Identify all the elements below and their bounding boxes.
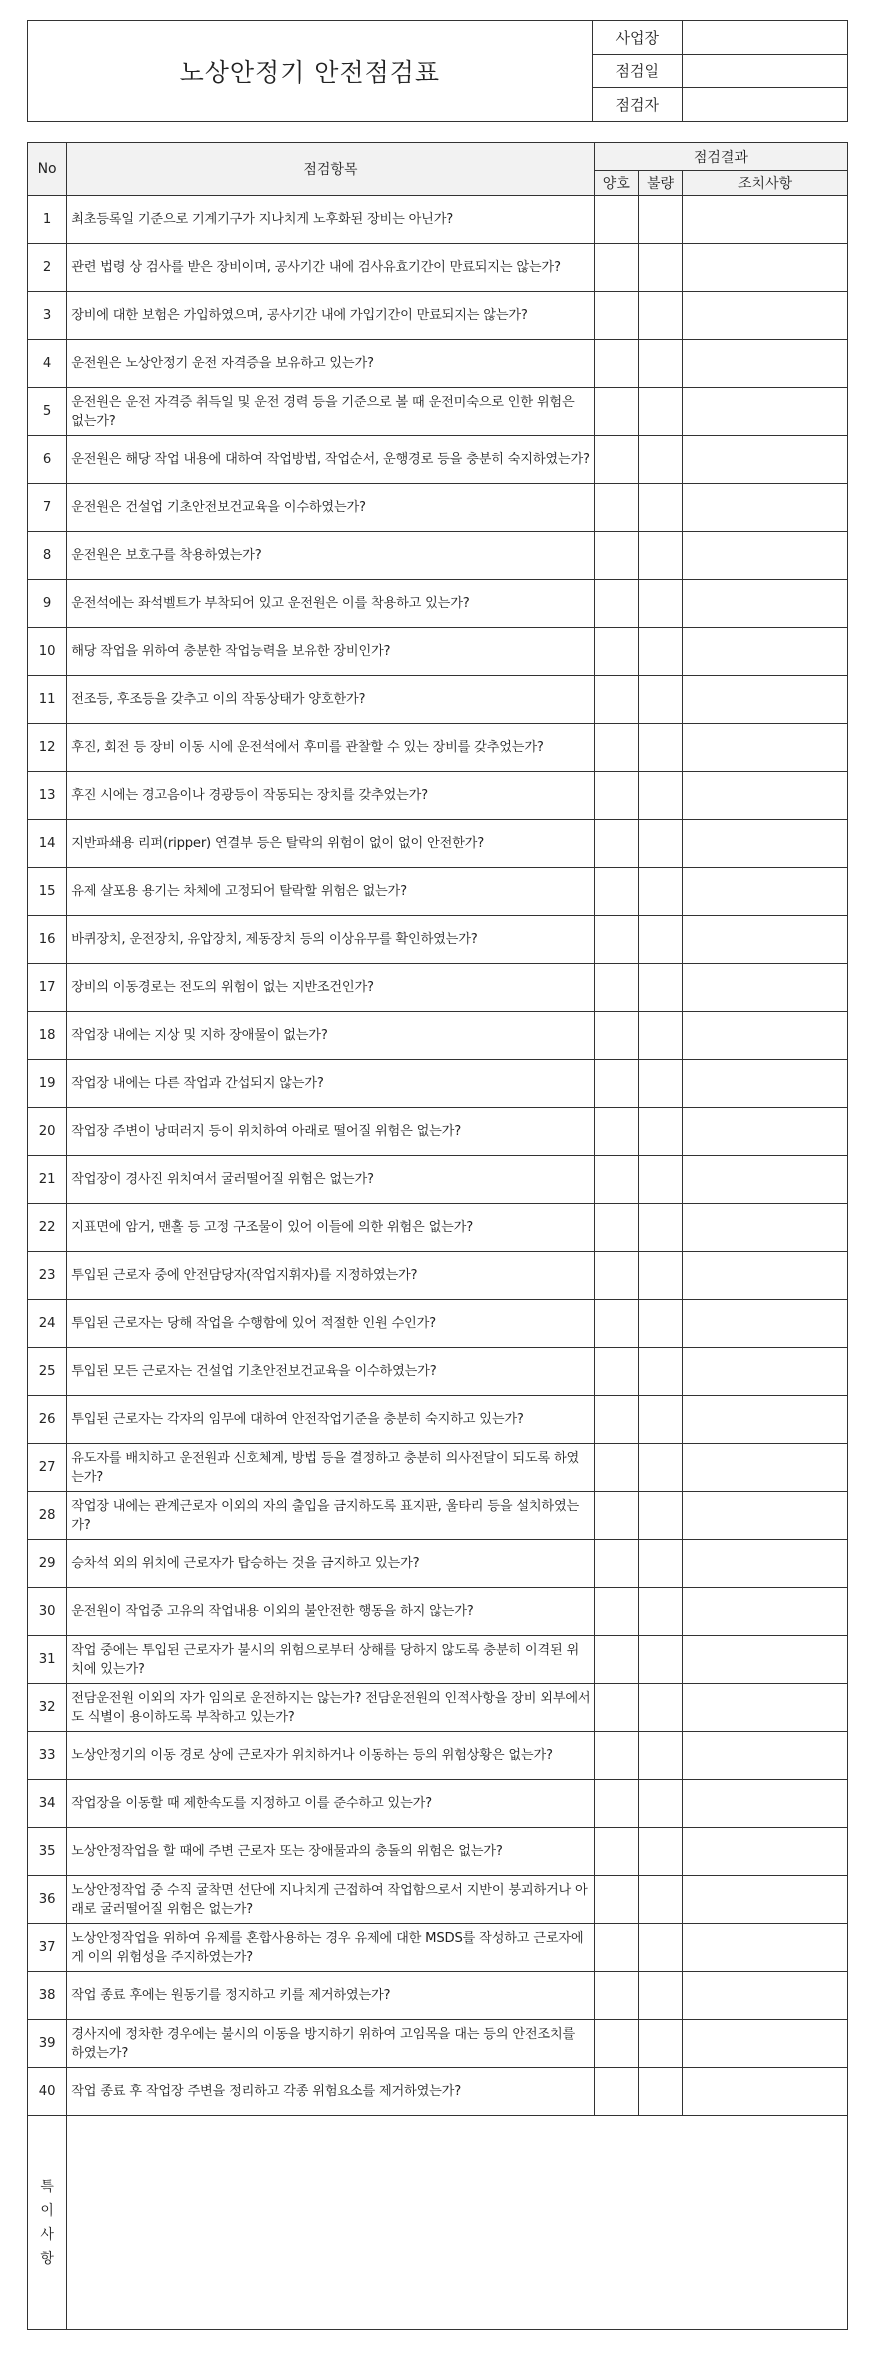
result-bad-cell[interactable] <box>638 532 682 580</box>
table-row <box>28 1588 848 1636</box>
result-good-cell[interactable] <box>594 340 638 388</box>
action-cell[interactable] <box>683 292 848 340</box>
table-row <box>28 1156 848 1204</box>
result-good-cell[interactable] <box>594 1204 638 1252</box>
result-good-cell[interactable] <box>594 1876 638 1924</box>
result-good-cell[interactable] <box>594 1060 638 1108</box>
checklist-table <box>27 142 848 2330</box>
item-number: 37 <box>28 1924 67 1972</box>
table-row <box>28 1540 848 1588</box>
item-number: 27 <box>28 1444 67 1492</box>
table-row <box>28 1684 848 1732</box>
item-number: 9 <box>28 580 67 628</box>
result-good-cell[interactable] <box>594 868 638 916</box>
action-cell[interactable] <box>683 1444 848 1492</box>
table-row <box>28 1060 848 1108</box>
action-cell[interactable] <box>683 1972 848 2020</box>
item-number: 32 <box>28 1684 67 1732</box>
result-good-cell[interactable] <box>594 1588 638 1636</box>
result-bad-cell[interactable] <box>638 1444 682 1492</box>
item-text: 작업 종료 후에는 원동기를 정지하고 키를 제거하였는가? <box>67 1972 595 2020</box>
result-good-cell[interactable] <box>594 1252 638 1300</box>
table-row <box>28 1828 848 1876</box>
action-cell[interactable] <box>683 1924 848 1972</box>
result-good-cell[interactable] <box>594 676 638 724</box>
action-cell[interactable] <box>683 1012 848 1060</box>
result-good-cell[interactable] <box>594 244 638 292</box>
item-number: 35 <box>28 1828 67 1876</box>
item-text: 투입된 근로자는 당해 작업을 수행함에 있어 적절한 인원 수인가? <box>67 1300 595 1348</box>
item-number: 40 <box>28 2068 67 2116</box>
page-title: 노상안정기 안전점검표 <box>28 21 593 122</box>
notes-label-char: 사 <box>40 2226 54 2243</box>
result-good-cell[interactable] <box>594 1300 638 1348</box>
column-header-result: 점검결과 <box>594 143 847 171</box>
item-number: 19 <box>28 1060 67 1108</box>
result-bad-cell[interactable] <box>638 2068 682 2116</box>
action-cell[interactable] <box>683 772 848 820</box>
result-good-cell[interactable] <box>594 916 638 964</box>
action-cell[interactable] <box>683 916 848 964</box>
action-cell[interactable] <box>683 2020 848 2068</box>
table-row <box>28 1396 848 1444</box>
result-bad-cell[interactable] <box>638 1252 682 1300</box>
table-row <box>28 484 848 532</box>
item-number: 13 <box>28 772 67 820</box>
action-cell[interactable] <box>683 820 848 868</box>
item-number: 22 <box>28 1204 67 1252</box>
result-good-cell[interactable] <box>594 1780 638 1828</box>
result-good-cell[interactable] <box>594 436 638 484</box>
result-bad-cell[interactable] <box>638 1540 682 1588</box>
item-number: 26 <box>28 1396 67 1444</box>
result-bad-cell[interactable] <box>638 1348 682 1396</box>
table-row <box>28 1252 848 1300</box>
action-cell[interactable] <box>683 1252 848 1300</box>
action-cell[interactable] <box>683 1828 848 1876</box>
result-bad-cell[interactable] <box>638 772 682 820</box>
item-number: 5 <box>28 388 67 436</box>
result-good-cell[interactable] <box>594 2020 638 2068</box>
result-good-cell[interactable] <box>594 1108 638 1156</box>
result-bad-cell[interactable] <box>638 484 682 532</box>
table-row <box>28 196 848 244</box>
table-row <box>28 340 848 388</box>
result-good-cell[interactable] <box>594 724 638 772</box>
result-good-cell[interactable] <box>594 1540 638 1588</box>
result-bad-cell[interactable] <box>638 1156 682 1204</box>
result-good-cell[interactable] <box>594 628 638 676</box>
action-cell[interactable] <box>683 436 848 484</box>
table-row <box>28 724 848 772</box>
action-cell[interactable] <box>683 388 848 436</box>
result-good-cell[interactable] <box>594 1348 638 1396</box>
workplace-label: 사업장 <box>592 21 682 55</box>
item-number: 38 <box>28 1972 67 2020</box>
item-text: 경사지에 정차한 경우에는 불시의 이동을 방지하기 위하여 고임목을 대는 등의 안전조치를 하였는가? <box>67 2020 595 2068</box>
action-cell[interactable] <box>683 2068 848 2116</box>
action-cell[interactable] <box>683 1300 848 1348</box>
result-bad-cell[interactable] <box>638 1924 682 1972</box>
table-row <box>28 1636 848 1684</box>
item-text: 노상안정작업을 할 때에 주변 근로자 또는 장애물과의 충돌의 위험은 없는가? <box>67 1828 595 1876</box>
table-row <box>28 1780 848 1828</box>
checklist-body <box>28 196 848 2116</box>
item-text: 작업장이 경사진 위치여서 굴러떨어질 위험은 없는가? <box>67 1156 595 1204</box>
result-good-cell[interactable] <box>594 1396 638 1444</box>
result-bad-cell[interactable] <box>638 1108 682 1156</box>
action-cell[interactable] <box>683 1732 848 1780</box>
table-row <box>28 1732 848 1780</box>
result-good-cell[interactable] <box>594 1924 638 1972</box>
action-cell[interactable] <box>683 868 848 916</box>
result-bad-cell[interactable] <box>638 2020 682 2068</box>
item-text: 작업장을 이동할 때 제한속도를 지정하고 이를 준수하고 있는가? <box>67 1780 595 1828</box>
result-good-cell[interactable] <box>594 1156 638 1204</box>
column-header-good: 양호 <box>594 171 638 196</box>
result-bad-cell[interactable] <box>638 868 682 916</box>
result-bad-cell[interactable] <box>638 1876 682 1924</box>
action-cell[interactable] <box>683 1780 848 1828</box>
item-text: 투입된 근로자는 각자의 임무에 대하여 안전작업기준을 충분히 숙지하고 있는가? <box>67 1396 595 1444</box>
result-bad-cell[interactable] <box>638 1300 682 1348</box>
action-cell[interactable] <box>683 1156 848 1204</box>
table-row <box>28 916 848 964</box>
table-row <box>28 1924 848 1972</box>
result-good-cell[interactable] <box>594 1828 638 1876</box>
result-good-cell[interactable] <box>594 1492 638 1540</box>
table-row <box>28 1108 848 1156</box>
result-bad-cell[interactable] <box>638 1588 682 1636</box>
result-good-cell[interactable] <box>594 292 638 340</box>
table-row <box>28 580 848 628</box>
item-text: 운전원은 보호구를 착용하였는가? <box>67 532 595 580</box>
item-text: 운전원은 건설업 기초안전보건교육을 이수하였는가? <box>67 484 595 532</box>
item-text: 최초등록일 기준으로 기계기구가 지나치게 노후화된 장비는 아닌가? <box>67 196 595 244</box>
result-good-cell[interactable] <box>594 196 638 244</box>
table-row <box>28 388 848 436</box>
result-good-cell[interactable] <box>594 1444 638 1492</box>
notes-label-char: 이 <box>40 2202 54 2219</box>
result-good-cell[interactable] <box>594 388 638 436</box>
item-number: 21 <box>28 1156 67 1204</box>
table-row <box>28 772 848 820</box>
item-text: 운전석에는 좌석벨트가 부착되어 있고 운전원은 이를 착용하고 있는가? <box>67 580 595 628</box>
notes-label-char: 항 <box>40 2250 54 2267</box>
item-text: 해당 작업을 위하여 충분한 작업능력을 보유한 장비인가? <box>67 628 595 676</box>
item-text: 관련 법령 상 검사를 받은 장비이며, 공사기간 내에 검사유효기간이 만료되지는 않는가? <box>67 244 595 292</box>
action-cell[interactable] <box>683 1396 848 1444</box>
item-number: 39 <box>28 2020 67 2068</box>
action-cell[interactable] <box>683 1684 848 1732</box>
result-bad-cell[interactable] <box>638 1828 682 1876</box>
action-cell[interactable] <box>683 1060 848 1108</box>
item-number: 20 <box>28 1108 67 1156</box>
table-row <box>28 1012 848 1060</box>
result-good-cell[interactable] <box>594 1684 638 1732</box>
item-text: 지반파쇄용 리퍼(ripper) 연결부 등은 탈락의 위험이 없이 없이 안전한가? <box>67 820 595 868</box>
table-row <box>28 1444 848 1492</box>
column-header-action: 조치사항 <box>683 171 848 196</box>
item-number: 3 <box>28 292 67 340</box>
action-cell[interactable] <box>683 1348 848 1396</box>
item-number: 14 <box>28 820 67 868</box>
table-row <box>28 868 848 916</box>
item-text: 전담운전원 이외의 자가 임의로 운전하지는 않는가? 전담운전원의 인적사항을 장비 외부에서도 식별이 용이하도록 부착하고 있는가? <box>67 1684 595 1732</box>
result-bad-cell[interactable] <box>638 1060 682 1108</box>
item-text: 승차석 외의 위치에 근로자가 탑승하는 것을 금지하고 있는가? <box>67 1540 595 1588</box>
result-good-cell[interactable] <box>594 1012 638 1060</box>
item-text: 작업장 내에는 관계근로자 이외의 자의 출입을 금지하도록 표지판, 울타리 등을 설치하였는가? <box>67 1492 595 1540</box>
result-bad-cell[interactable] <box>638 244 682 292</box>
result-bad-cell[interactable] <box>638 1780 682 1828</box>
result-bad-cell[interactable] <box>638 1396 682 1444</box>
result-bad-cell[interactable] <box>638 1492 682 1540</box>
result-good-cell[interactable] <box>594 484 638 532</box>
item-text: 작업장 내에는 다른 작업과 간섭되지 않는가? <box>67 1060 595 1108</box>
item-text: 투입된 모든 근로자는 건설업 기초안전보건교육을 이수하였는가? <box>67 1348 595 1396</box>
result-good-cell[interactable] <box>594 1732 638 1780</box>
result-bad-cell[interactable] <box>638 964 682 1012</box>
item-text: 운전원은 노상안정기 운전 자격증을 보유하고 있는가? <box>67 340 595 388</box>
item-number: 24 <box>28 1300 67 1348</box>
result-bad-cell[interactable] <box>638 724 682 772</box>
item-number: 18 <box>28 1012 67 1060</box>
table-row <box>28 628 848 676</box>
item-number: 25 <box>28 1348 67 1396</box>
item-number: 31 <box>28 1636 67 1684</box>
action-cell[interactable] <box>683 196 848 244</box>
notes-row <box>28 2116 848 2330</box>
table-row <box>28 820 848 868</box>
result-good-cell[interactable] <box>594 964 638 1012</box>
column-header-item: 점검항목 <box>67 143 595 196</box>
table-row <box>28 244 848 292</box>
table-row <box>28 676 848 724</box>
notes-field[interactable] <box>67 2116 848 2330</box>
item-number: 23 <box>28 1252 67 1300</box>
table-row <box>28 1348 848 1396</box>
result-bad-cell[interactable] <box>638 388 682 436</box>
action-cell[interactable] <box>683 340 848 388</box>
result-bad-cell[interactable] <box>638 628 682 676</box>
table-row <box>28 1492 848 1540</box>
item-text: 전조등, 후조등을 갖추고 이의 작동상태가 양호한가? <box>67 676 595 724</box>
result-bad-cell[interactable] <box>638 676 682 724</box>
result-good-cell[interactable] <box>594 1636 638 1684</box>
action-cell[interactable] <box>683 628 848 676</box>
item-text: 장비에 대한 보험은 가입하였으며, 공사기간 내에 가입기간이 만료되지는 않는가? <box>67 292 595 340</box>
table-row <box>28 1876 848 1924</box>
item-text: 바퀴장치, 운전장치, 유압장치, 제동장치 등의 이상유무를 확인하였는가? <box>67 916 595 964</box>
workplace-field[interactable] <box>682 21 847 55</box>
action-cell[interactable] <box>683 1540 848 1588</box>
action-cell[interactable] <box>683 244 848 292</box>
item-number: 36 <box>28 1876 67 1924</box>
result-bad-cell[interactable] <box>638 1732 682 1780</box>
table-row <box>28 532 848 580</box>
action-cell[interactable] <box>683 1636 848 1684</box>
item-text: 노상안정기의 이동 경로 상에 근로자가 위치하거나 이동하는 등의 위험상황은 없는가? <box>67 1732 595 1780</box>
table-row <box>28 436 848 484</box>
result-bad-cell[interactable] <box>638 820 682 868</box>
item-text: 유제 살포용 용기는 차체에 고정되어 탈락할 위험은 없는가? <box>67 868 595 916</box>
item-number: 7 <box>28 484 67 532</box>
item-number: 2 <box>28 244 67 292</box>
item-number: 8 <box>28 532 67 580</box>
inspection-date-label: 점검일 <box>592 54 682 88</box>
result-bad-cell[interactable] <box>638 1972 682 2020</box>
item-number: 1 <box>28 196 67 244</box>
result-good-cell[interactable] <box>594 772 638 820</box>
result-bad-cell[interactable] <box>638 1204 682 1252</box>
result-good-cell[interactable] <box>594 820 638 868</box>
item-number: 4 <box>28 340 67 388</box>
result-bad-cell[interactable] <box>638 436 682 484</box>
result-good-cell[interactable] <box>594 1972 638 2020</box>
item-text: 작업 종료 후 작업장 주변을 정리하고 각종 위험요소를 제거하였는가? <box>67 2068 595 2116</box>
item-number: 6 <box>28 436 67 484</box>
result-bad-cell[interactable] <box>638 292 682 340</box>
item-text: 운전원이 작업중 고유의 작업내용 이외의 불안전한 행동을 하지 않는가? <box>67 1588 595 1636</box>
result-bad-cell[interactable] <box>638 340 682 388</box>
item-number: 33 <box>28 1732 67 1780</box>
action-cell[interactable] <box>683 676 848 724</box>
table-row <box>28 964 848 1012</box>
column-header-bad: 불량 <box>638 171 682 196</box>
item-text: 운전원은 해당 작업 내용에 대하여 작업방법, 작업순서, 운행경로 등을 충분히 숙지하였는가? <box>67 436 595 484</box>
table-row <box>28 1972 848 2020</box>
item-text: 지표면에 암거, 맨홀 등 고정 구조물이 있어 이들에 의한 위험은 없는가? <box>67 1204 595 1252</box>
result-bad-cell[interactable] <box>638 580 682 628</box>
item-number: 34 <box>28 1780 67 1828</box>
table-row <box>28 1300 848 1348</box>
header-block <box>27 20 848 122</box>
table-row <box>28 292 848 340</box>
item-number: 28 <box>28 1492 67 1540</box>
result-good-cell[interactable] <box>594 2068 638 2116</box>
result-bad-cell[interactable] <box>638 1636 682 1684</box>
item-number: 29 <box>28 1540 67 1588</box>
action-cell[interactable] <box>683 484 848 532</box>
action-cell[interactable] <box>683 724 848 772</box>
action-cell[interactable] <box>683 580 848 628</box>
item-text: 노상안정작업을 위하여 유제를 혼합사용하는 경우 유제에 대한 MSDS를 작성하고 근로자에게 이의 위험성을 주지하였는가? <box>67 1924 595 1972</box>
item-number: 16 <box>28 916 67 964</box>
action-cell[interactable] <box>683 1492 848 1540</box>
result-bad-cell[interactable] <box>638 1012 682 1060</box>
result-good-cell[interactable] <box>594 532 638 580</box>
item-text: 유도자를 배치하고 운전원과 신호체계, 방법 등을 결정하고 충분히 의사전달이 되도록 하였는가? <box>67 1444 595 1492</box>
inspector-label: 점검자 <box>592 88 682 122</box>
result-bad-cell[interactable] <box>638 916 682 964</box>
action-cell[interactable] <box>683 1876 848 1924</box>
inspector-field[interactable] <box>682 88 847 122</box>
table-row <box>28 2068 848 2116</box>
notes-label-char: 특 <box>40 2178 54 2195</box>
item-number: 11 <box>28 676 67 724</box>
action-cell[interactable] <box>683 1204 848 1252</box>
result-good-cell[interactable] <box>594 580 638 628</box>
item-number: 30 <box>28 1588 67 1636</box>
item-text: 작업 중에는 투입된 근로자가 불시의 위험으로부터 상해를 당하지 않도록 충분히 이격된 위치에 있는가? <box>67 1636 595 1684</box>
table-row <box>28 1204 848 1252</box>
item-text: 운전원은 운전 자격증 취득일 및 운전 경력 등을 기준으로 볼 때 운전미숙으로 인한 위험은 없는가? <box>67 388 595 436</box>
result-bad-cell[interactable] <box>638 1684 682 1732</box>
action-cell[interactable] <box>683 532 848 580</box>
item-number: 12 <box>28 724 67 772</box>
item-number: 10 <box>28 628 67 676</box>
item-text: 후진, 회전 등 장비 이동 시에 운전석에서 후미를 관찰할 수 있는 장비를 갖추었는가? <box>67 724 595 772</box>
table-row <box>28 2020 848 2068</box>
inspection-date-field[interactable] <box>682 54 847 88</box>
item-text: 작업장 내에는 지상 및 지하 장애물이 없는가? <box>67 1012 595 1060</box>
result-bad-cell[interactable] <box>638 196 682 244</box>
column-header-no: No <box>28 143 67 196</box>
item-text: 노상안정작업 중 수직 굴착면 선단에 지나치게 근접하여 작업함으로서 지반이 붕괴하거나 아래로 굴러떨어질 위험은 없는가? <box>67 1876 595 1924</box>
item-text: 투입된 근로자 중에 안전담당자(작업지휘자)를 지정하였는가? <box>67 1252 595 1300</box>
item-text: 장비의 이동경로는 전도의 위험이 없는 지반조건인가? <box>67 964 595 1012</box>
item-text: 후진 시에는 경고음이나 경광등이 작동되는 장치를 갖추었는가? <box>67 772 595 820</box>
action-cell[interactable] <box>683 1588 848 1636</box>
action-cell[interactable] <box>683 1108 848 1156</box>
action-cell[interactable] <box>683 964 848 1012</box>
item-number: 15 <box>28 868 67 916</box>
item-number: 17 <box>28 964 67 1012</box>
item-text: 작업장 주변이 낭떠러지 등이 위치하여 아래로 떨어질 위험은 없는가? <box>67 1108 595 1156</box>
notes-label <box>28 2116 67 2330</box>
